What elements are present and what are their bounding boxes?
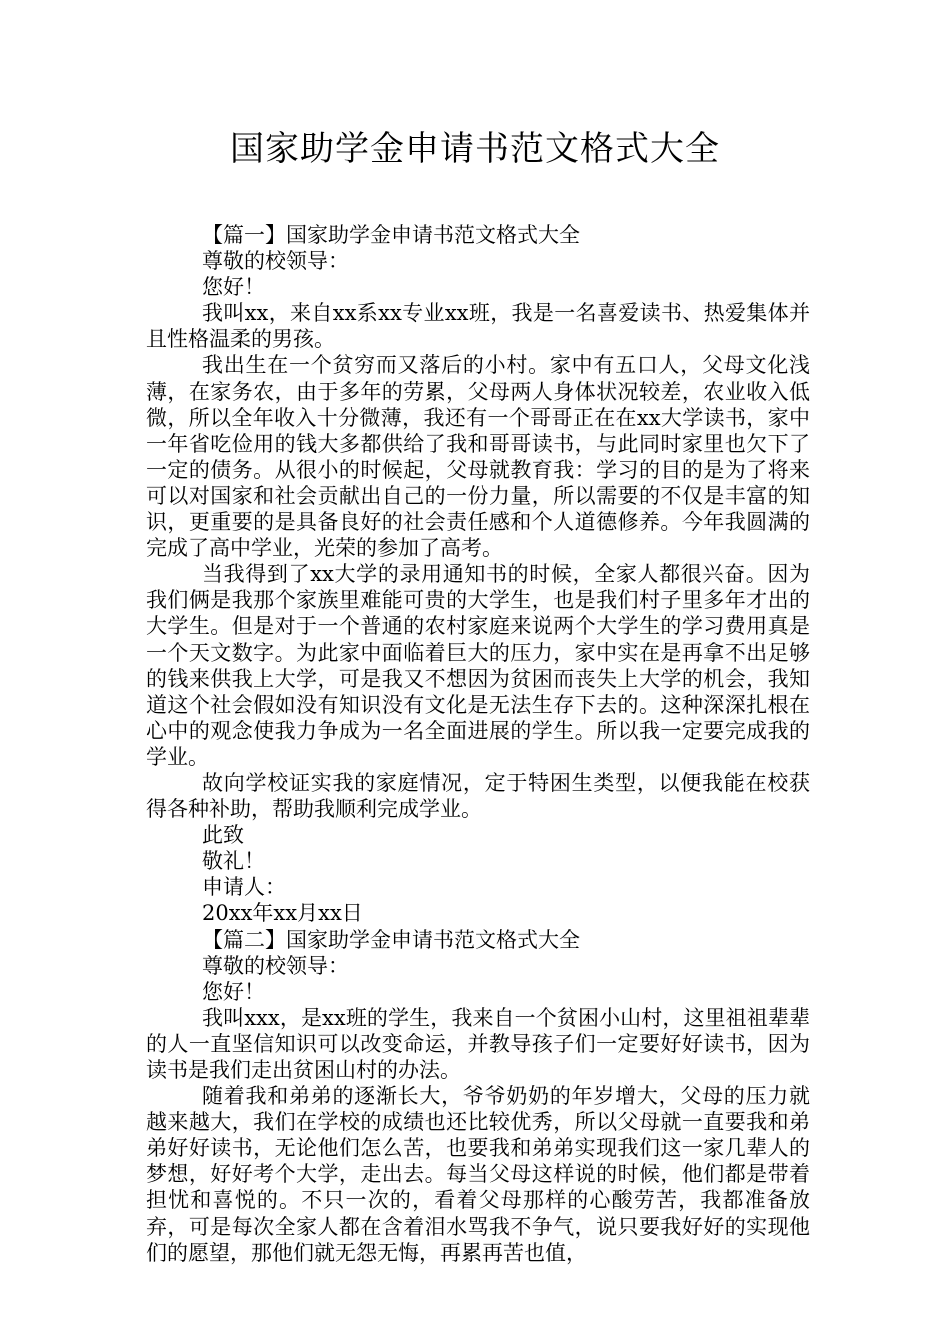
document-body	[146, 222, 810, 1266]
section1-paragraph-4: 故向学校证实我的家庭情况，定于特困生类型，以便我能在校获得各种补助，帮助我顺利完成学业。	[146, 770, 810, 822]
section1-paragraph-1: 我叫xx，来自xx系xx专业xx班，我是一名喜爱读书、热爱集体并且性格温柔的男孩。	[146, 301, 810, 352]
section1-date: 20xx年xx月xx日	[202, 901, 363, 926]
section2-heading: 【篇二】国家助学金申请书范文格式大全	[202, 927, 580, 952]
section2-paragraph-1: 我叫xxx，是xx班的学生，我来自一个贫困小山村，这里祖祖辈辈的人一直坚信知识可以改变命运，并教导孩子们一定要好好读书，因为读书是我们走出贫困山村的办法。	[146, 1005, 810, 1082]
section1-greeting: 您好！	[202, 275, 265, 300]
document-title: 国家助学金申请书范文格式大全	[230, 129, 720, 169]
section1-closing-2: 敬礼！	[202, 849, 265, 874]
section2-paragraph-2: 随着我和弟弟的逐渐长大，爷爷奶奶的年岁增大，父母的压力就越来越大，我们在学校的成绩也还比较优秀，所以父母就一直要我和弟弟好好读书，无论他们怎么苦，也要我和弟弟实现我们这一家几辈人的梦想，好好考个大学，走出去。每当父母这样说的时候，他们都是带着担忧和喜悦的。不只一次的，看着父母那样的心酸劳苦，我都准备放弃，可是每次全家人都在含着泪水骂我不争气，说只要我好好的实现他们的愿望，那他们就无怨无悔，再累再苦也值，	[146, 1084, 810, 1265]
section1-applicant: 申请人：	[202, 875, 286, 900]
section1-heading: 【篇一】国家助学金申请书范文格式大全	[202, 223, 580, 247]
section1-paragraph-2: 我出生在一个贫穷而又落后的小村。家中有五口人，父母文化浅薄，在家务农，由于多年的劳累，父母两人身体状况较差，农业收入低微，所以全年收入十分微薄，我还有一个哥哥正在在xx大学读书，家中一年省吃俭用的钱大多都供给了我和哥哥读书，与此同时家里也欠下了一定的债务。从很小的时候起，父母就教育我：学习的目的是为了将来可以对国家和社会贡献出自己的一份力量，所以需要的不仅是丰富的知识，更重要的是具备良好的社会责任感和个人道德修养。今年我圆满的完成了高中学业，光荣的参加了高考。	[146, 353, 810, 561]
section2-salutation: 尊敬的校领导：	[202, 953, 349, 978]
section1-closing-1: 此致	[202, 823, 244, 848]
section2-greeting: 您好！	[202, 979, 265, 1004]
section1-paragraph-3: 当我得到了xx大学的录用通知书的时候，全家人都很兴奋。因为我们俩是我那个家族里难能可贵的大学生，也是我们村子里多年才出的大学生。但是对于一个普通的农村家庭来说两个大学生的学习费用真是一个天文数字。为此家中面临着巨大的压力，家中实在是再拿不出足够的钱来供我上大学，可是我又不想因为贫困而丧失上大学的机会，我知道这个社会假如没有知识没有文化是无法生存下去的。这种深深扎根在心中的观念使我力争成为一名全面进展的学生。所以我一定要完成我的学业。	[146, 562, 810, 769]
section1-salutation: 尊敬的校领导：	[202, 249, 349, 274]
